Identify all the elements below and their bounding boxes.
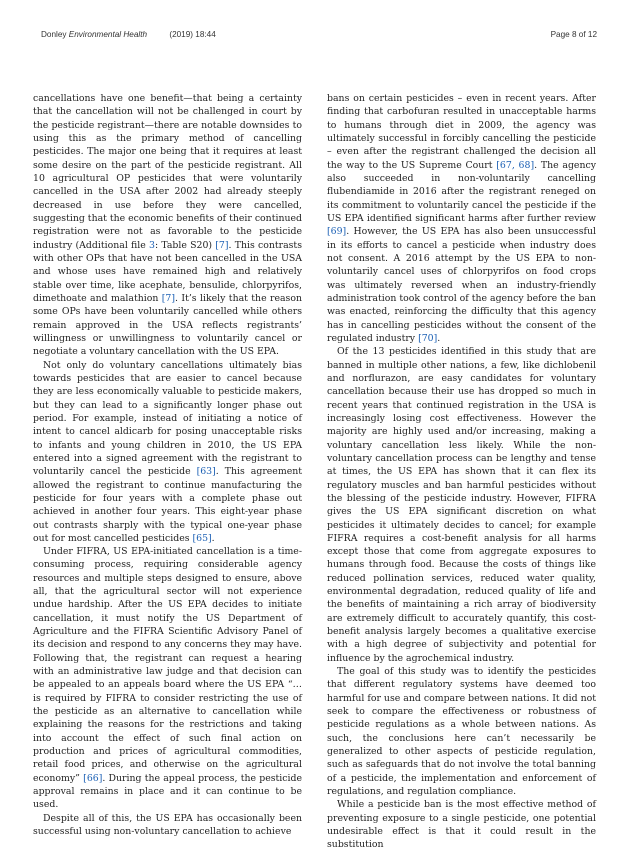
paragraph-text: While a pesticide ban is the most effective method of preventing exposure to a single pesticide, one potential undesirable effect is that it could result in the substitution bbox=[327, 799, 596, 851]
header-citation bbox=[41, 30, 216, 39]
body-paragraph bbox=[327, 798, 596, 851]
citation-link[interactable]: [66] bbox=[83, 772, 103, 784]
header-year: (2019) 18:44 bbox=[169, 30, 216, 39]
body-paragraph bbox=[327, 665, 596, 798]
paragraph-text: : Table S20) bbox=[154, 239, 216, 251]
paragraph-text: . This agreement allowed the registrant to continue manufacturing the pesticide for four years with a complete phase out achieved in another four years. This eight-year phase out contrasts sharply with the typical one-year phase out for most cancelled pesticides bbox=[33, 466, 303, 544]
paragraph-text: Not only do voluntary cancellations ultimately bias towards pesticides that are easier to cancel because they are less economically valuable to pesticide makers, but they can lead to a significantly longer phase out period. For example, instead of initiating a notice of intent to cancel aldicarb for posing unacceptable risks to infants and young children in 2010, the US EPA entered into a signed agreement with the registrant to voluntarily cancel the pesticide bbox=[33, 359, 302, 478]
paragraph-text: . bbox=[437, 332, 441, 344]
text-column-right bbox=[327, 92, 596, 852]
citation-link[interactable]: [69] bbox=[327, 226, 347, 238]
body-paragraph bbox=[33, 545, 302, 812]
paragraph-text: . bbox=[211, 532, 215, 544]
paragraph-text: cancellations have one benefit—that being a certainty that the cancellation will not be challenged in court by the pesticide registrant—there are notable downsides to using this as the primary method of cancelling pesticides. The major one being that it requires at least some desire on the part of the pesticide registrant. All 10 agricultural OP pesticides that were voluntarily cancelled in the USA after 2002 had already steeply decreased in use before they were cancelled, suggesting that the economic benefits of their continued registration were not as favorable to the pesticide industry (Additional file bbox=[33, 93, 302, 251]
citation-link[interactable]: 3 bbox=[149, 239, 155, 251]
citation-link[interactable]: [7] bbox=[215, 239, 229, 251]
citation-link[interactable]: [7] bbox=[161, 292, 176, 304]
citation-link[interactable]: [67, 68] bbox=[496, 159, 535, 171]
header-journal: Environmental Health bbox=[68, 30, 148, 39]
page-number: Page 8 of 12 bbox=[550, 30, 597, 39]
body-paragraph bbox=[33, 812, 302, 839]
citation-link[interactable]: [63] bbox=[196, 466, 216, 478]
paragraph-text: bans on certain pesticides – even in recent years. After finding that carbofuran resulted in unacceptable harms to humans through diet in 2009, the agency was ultimately successful in forcibly cancelling the pesticide – even after the registrant challenged the decision all the way to the US Supreme Court bbox=[327, 93, 596, 171]
body-paragraph bbox=[327, 92, 596, 345]
paragraph-text: Despite all of this, the US EPA has occasionally been successful using non-voluntary cancellation to achieve bbox=[33, 812, 302, 838]
paragraph-text: . However, the US EPA has also been unsuccessful in its efforts to cancel a pesticide when industry does not consent. A 2016 attempt by the US EPA to non-voluntarily cancel uses of chlorpyrifos on food crops was ultimately reversed when an industry-friendly administration took control of the agency before the ban was enacted, reinforcing the difficulty that this agency has in cancelling pesticides without the consent of the regulated industry bbox=[327, 226, 596, 344]
paragraph-text: . It’s likely that the reason some OPs have been voluntarily cancelled while others remain approved in the USA reflects registrants’ willingness or unwillingness to voluntarily cancel or negotiate a voluntary cancellation with the US EPA. bbox=[33, 292, 302, 358]
citation-link[interactable]: [70] bbox=[418, 332, 438, 344]
paragraph-text: The goal of this study was to identify the pesticides that different regulatory systems have deemed too harmful for use and compare between nations. It did not seek to compare the effectiveness or robustness of pesticide regulations as a whole between nations. As such, the conclusions here can’t necessarily be generalized to other aspects of pesticide regulation, such as safeguards that do not involve the total banning of a pesticide, the implementation and enforcement of regulations, and regulation compliance. bbox=[327, 666, 596, 798]
paragraph-text: . The agency also succeeded in non-voluntarily cancelling flubendiamide in 2016 after the registrant reneged on its commitment to voluntarily cancel the pesticide if the US EPA identified significant harms after further review bbox=[327, 159, 596, 224]
text-column-left bbox=[33, 92, 302, 838]
body-paragraph bbox=[33, 359, 302, 546]
paragraph-text: Under FIFRA, US EPA-initiated cancellation is a time-consuming process, requiring considerable agency resources and multiple steps designed to ensure, above all, that the agricultural sector will not experience undue hardship. After the US EPA decides to initiate cancellation, it must notify the US Department of Agriculture and the FIFRA Scientific Advisory Panel of its decision and respond to any concerns they may have. Following that, the registrant can request a hearing with an administrative law judge and that decision can be appealed to an appeals board where the US EPA “… is required by FIFRA to consider restricting the use of the pesticide as an alternative to cancellation while explaining the reasons for the restrictions and taking into account the effect of such final action on production and prices of agricultural commodities, retail food prices, and otherwise on the agricultural economy” bbox=[33, 546, 302, 784]
body-paragraph bbox=[327, 345, 596, 665]
citation-link[interactable]: [65] bbox=[192, 532, 212, 544]
header-author: Donley bbox=[41, 30, 67, 39]
paragraph-text: . During the appeal process, the pesticide approval remains in place and it can continue to be used. bbox=[33, 772, 302, 811]
paragraph-text: . This contrasts with other OPs that have not been cancelled in the USA and whose uses have remained high and relatively stable over time, like acephate, bensulide, chlorpyrifos, dimethoate and malathion bbox=[33, 239, 302, 304]
body-paragraph bbox=[33, 92, 302, 359]
running-header bbox=[41, 30, 597, 44]
paragraph-text: Of the 13 pesticides identified in this study that are banned in multiple other nations, a few, like dichlobenil and norflurazon, are easy candidates for voluntary cancellation because their use has dropped so much in recent years that continued registration in the USA is increasingly losing cost effectiveness. However the majority are highly used and/or increasing, making a voluntary cancellation less likely. While the non-voluntary cancellation process can be lengthy and tense at times, the US EPA has shown that it can flex its regulatory muscles and ban harmful pesticides without the blessing of the pesticide industry. However, FIFRA gives the US EPA significant discretion on what pesticides it ultimately decides to cancel; for example FIFRA requires a cost-benefit analysis for all harms except those that come from aggregate exposures to humans through food. Because the costs of things like reduced pollination services, reduced water quality, environmental degradation, reduced quality of life and the benefits of maintaining a rich array of biodiversity are extremely difficult to accurately quantify, this cost-benefit analysis largely becomes a qualitative exercise with a high degree of subjectivity and potential for influence by the agrochemical industry. bbox=[327, 346, 596, 664]
